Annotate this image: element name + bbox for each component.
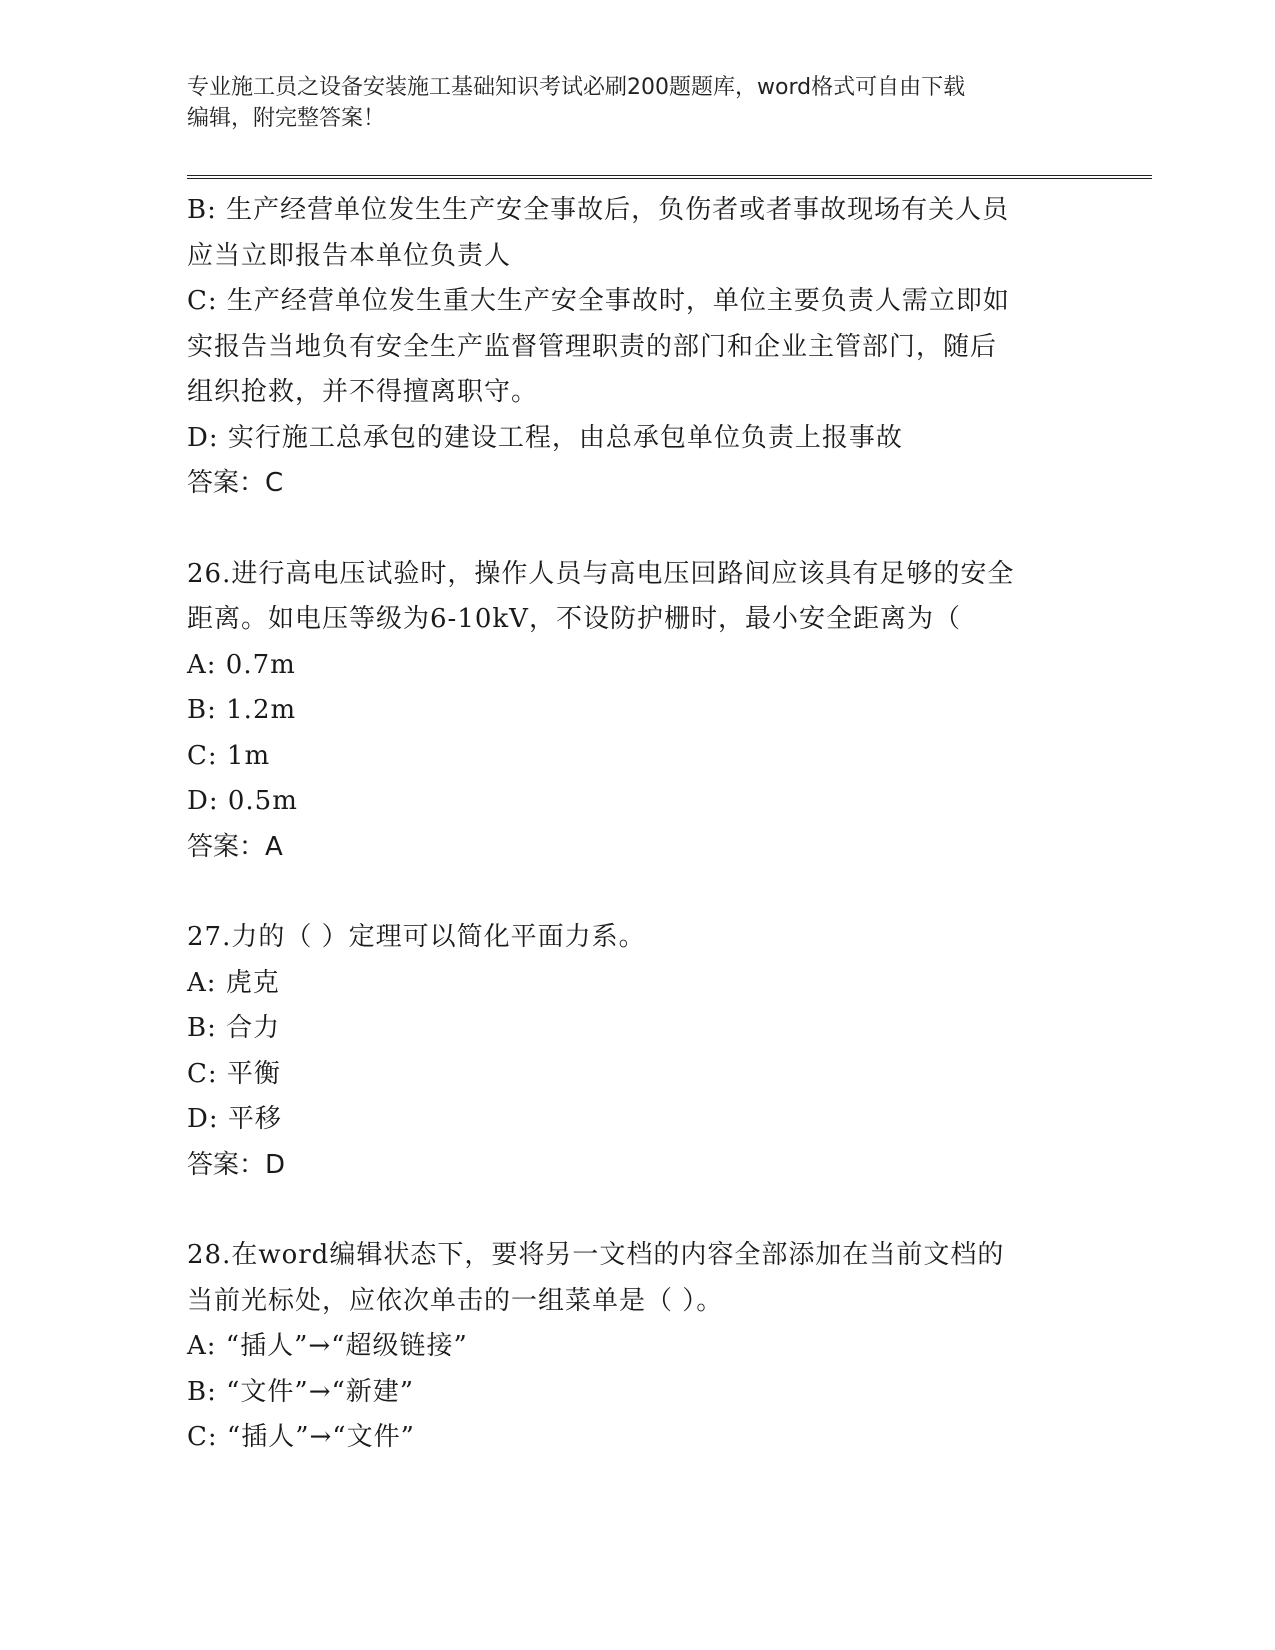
option-d: D: 0.5m (187, 786, 298, 816)
question-stem-line-2: 距离。如电压等级为6-10kV，不设防护栅时，最小安全距离为（ (187, 604, 961, 634)
spacer (187, 870, 1087, 915)
option-b: B: 合力 (187, 1013, 281, 1043)
option-c-line-3: 组织抢救，并不得擅离职守。 (187, 377, 539, 407)
spacer (187, 1188, 1087, 1233)
question-25-tail (187, 188, 1087, 507)
question-27 (187, 915, 1087, 1188)
question-26 (187, 552, 1087, 871)
question-stem-line-1: 26.进行高电压试验时，操作人员与高电压回路间应该具有足够的安全 (187, 558, 1015, 589)
question-28 (187, 1233, 1087, 1461)
header-double-rule (187, 175, 1152, 179)
question-stem-line-1: 28.在word编辑状态下，要将另一文档的内容全部添加在当前文档的 (187, 1240, 1005, 1270)
answer: 答案：A (187, 831, 283, 862)
option-c: C: “插人”→“文件” (187, 1422, 415, 1452)
answer: 答案：D (187, 1149, 286, 1180)
option-b: B: 1.2m (187, 695, 297, 725)
option-c-line-2: 实报告当地负有安全生产监督管理职责的部门和企业主管部门，随后 (187, 331, 998, 362)
option-d: D: 平移 (187, 1104, 282, 1134)
option-c: C: 平衡 (187, 1058, 281, 1089)
option-a: A: 0.7m (187, 649, 296, 680)
document-body (187, 188, 1087, 1461)
option-b-line-2: 应当立即报告本单位负责人 (187, 240, 512, 271)
option-a: A: 虎克 (187, 967, 280, 998)
option-d: D: 实行施工总承包的建设工程，由总承包单位负责上报事故 (187, 422, 903, 453)
header-title-line-1: 专业施工员之设备安装施工基础知识考试必刷200题题库，word格式可自由下载 (187, 75, 966, 100)
question-stem-line-2: 当前光标处，应依次单击的一组菜单是（ ）。 (187, 1285, 724, 1316)
spacer (187, 507, 1087, 552)
document-header (187, 72, 1067, 134)
option-b: B: “文件”→“新建” (187, 1376, 415, 1407)
header-title-line-2: 编辑，附完整答案！ (187, 106, 386, 131)
question-stem: 27.力的（ ）定理可以简化平面力系。 (187, 922, 646, 952)
option-b-line-1: B: 生产经营单位发生生产安全事故后，负伤者或者事故现场有关人员 (187, 195, 1010, 225)
option-a: A: “插人”→“超级链接” (187, 1331, 468, 1361)
option-c: C: 1m (187, 740, 271, 771)
answer: 答案：C (187, 468, 284, 498)
option-c-line-1: C: 生产经营单位发生重大生产安全事故时，单位主要负责人需立即如 (187, 286, 1010, 316)
